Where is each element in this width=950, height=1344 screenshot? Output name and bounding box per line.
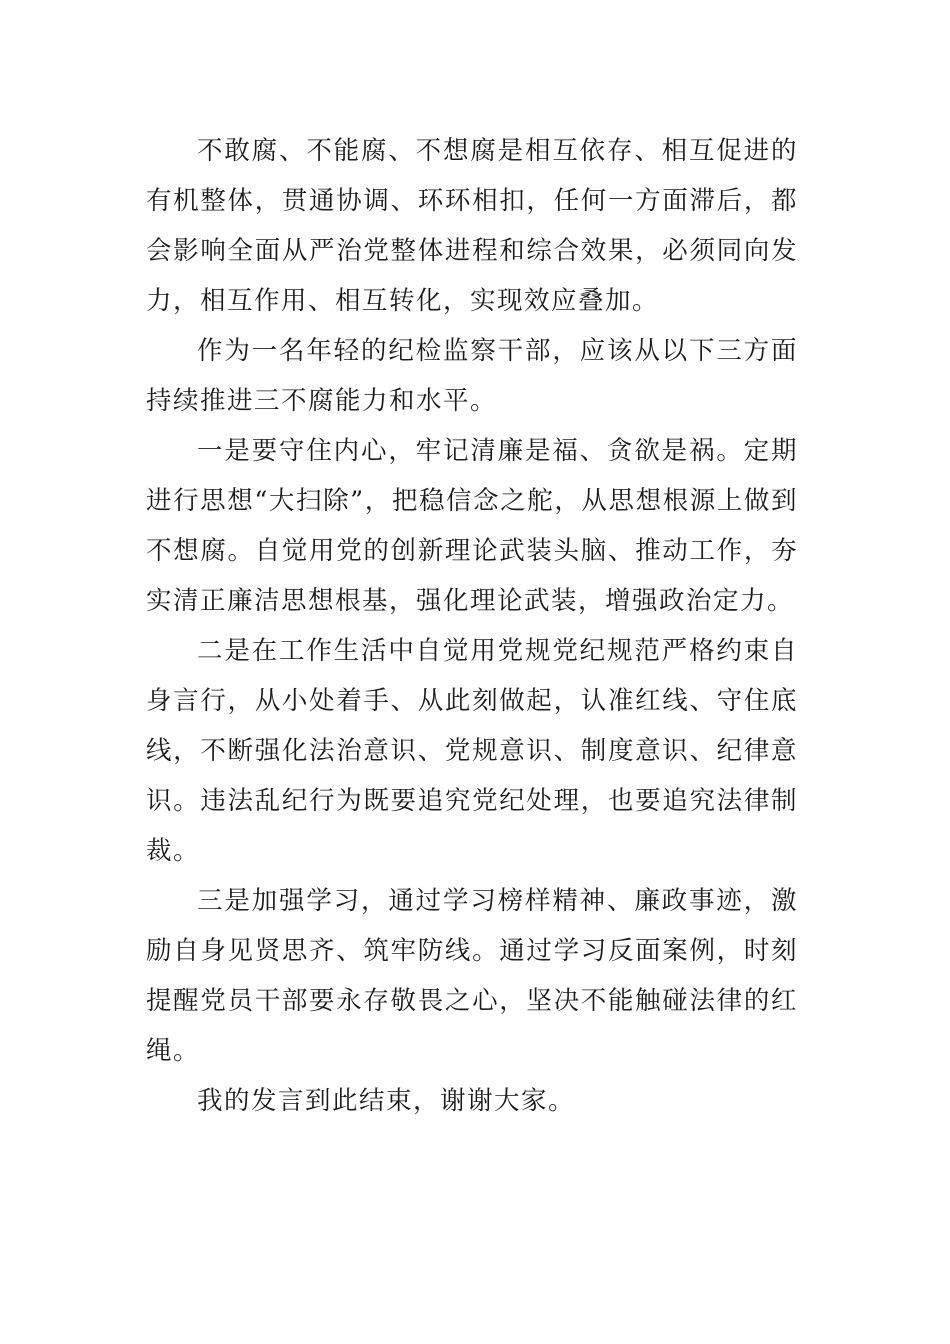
paragraph-point-one: 一是要守住内心，牢记清廉是福、贪欲是祸。定期进行思想“大扫除”，把稳信念之舵，从思想根源上做到不想腐。自觉用党的创新理论武装头脑、推动工作，夯实清正廉洁思想根基，强化理论武装，增强政治定力。	[146, 436, 798, 616]
paragraph-integrity-whole: 不敢腐、不能腐、不想腐是相互依存、相互促进的有机整体，贯通协调、环环相扣，任何一方面滞后，都会影响全面从严治党整体进程和综合效果，必须同向发力，相互作用、相互转化，实现效应叠加。	[146, 136, 798, 316]
document-page	[146, 126, 798, 1126]
paragraph-introduction: 作为一名年轻的纪检监察干部，应该从以下三方面持续推进三不腐能力和水平。	[146, 336, 798, 416]
paragraph-closing: 我的发言到此结束，谢谢大家。	[197, 1086, 576, 1116]
paragraph-point-three: 三是加强学习，通过学习榜样精神、廉政事迹，激励自身见贤思齐、筑牢防线。通过学习反面案例，时刻提醒党员干部要永存敬畏之心，坚决不能触碰法律的红绳。	[146, 886, 798, 1066]
paragraph-point-two: 二是在工作生活中自觉用党规党纪规范严格约束自身言行，从小处着手、从此刻做起，认准红线、守住底线，不断强化法治意识、党规意识、制度意识、纪律意识。违法乱纪行为既要追究党纪处理，也要追究法律制裁。	[146, 636, 798, 866]
